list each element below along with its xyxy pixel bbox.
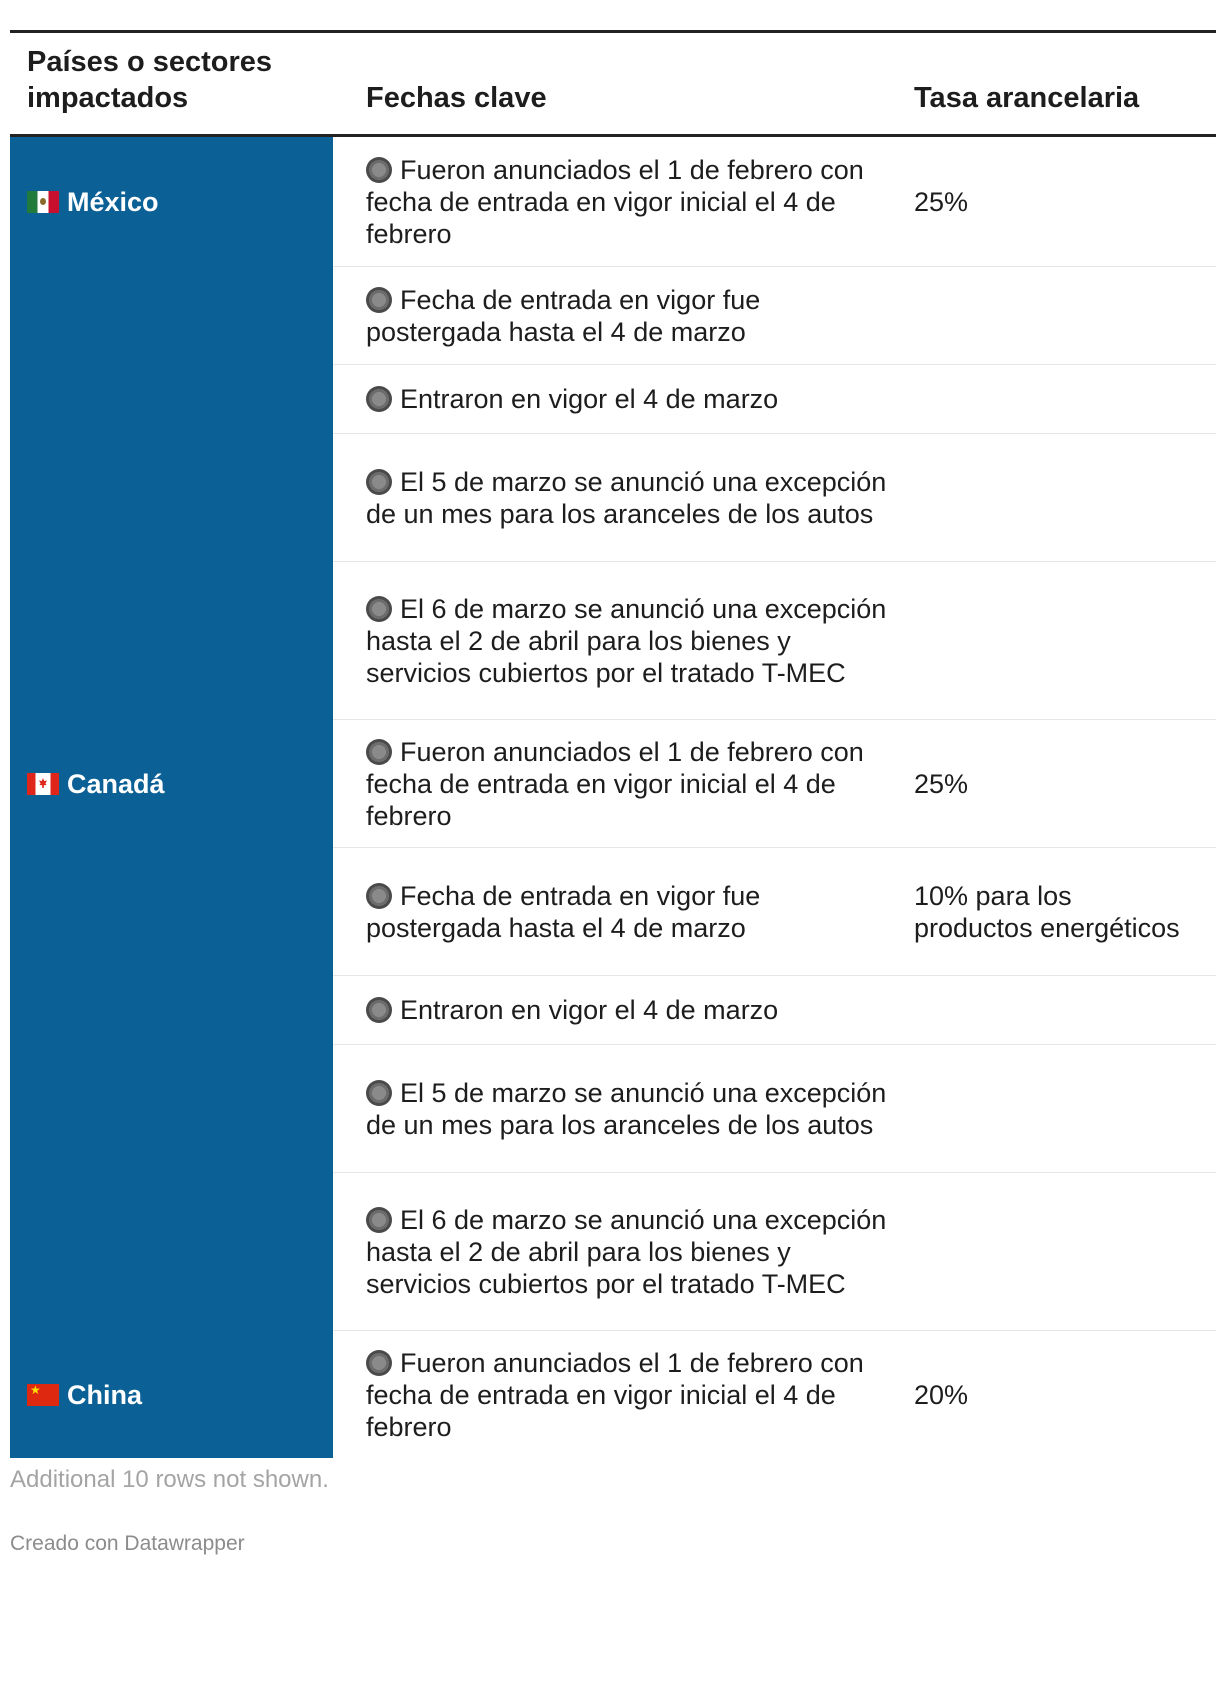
table-row — [10, 976, 1216, 1045]
event-description: El 5 de marzo se anunció una excepción de un mes para los aranceles de los autos — [366, 1077, 887, 1140]
gray-circle-bullet-icon — [366, 997, 392, 1023]
key-date-text — [366, 880, 894, 944]
key-date-text — [366, 736, 894, 832]
tariff-rate-cell — [914, 720, 1216, 848]
table-row — [10, 137, 1216, 267]
country-cell — [10, 267, 333, 365]
table-row — [10, 365, 1216, 434]
tariff-rate-value: 25% — [914, 186, 969, 217]
key-date-cell — [333, 267, 914, 365]
key-date-cell — [333, 848, 914, 976]
country-cell — [10, 720, 333, 848]
event-description: Entraron en vigor el 4 de marzo — [400, 995, 779, 1025]
event-description: Fecha de entrada en vigor fue postergada hasta el 4 de marzo — [366, 284, 761, 347]
table-body — [10, 137, 1216, 1458]
rows-not-shown-note: Additional 10 rows not shown. — [10, 1466, 329, 1493]
table-header — [10, 33, 1216, 137]
canada-flag-icon — [27, 773, 59, 795]
table-row — [10, 720, 1216, 848]
tariff-rate-value: 10% para los productos energéticos — [914, 880, 1180, 943]
gray-circle-bullet-icon — [366, 157, 392, 183]
country-name: México — [67, 187, 159, 217]
tariff-rate-cell — [914, 562, 1216, 720]
gray-circle-bullet-icon — [366, 1207, 392, 1233]
table-row — [10, 1045, 1216, 1173]
table-row — [10, 848, 1216, 976]
mexico-flag-icon — [27, 191, 59, 213]
header-key-dates: Fechas clave — [366, 82, 547, 114]
event-description: Fecha de entrada en vigor fue postergada hasta el 4 de marzo — [366, 880, 761, 943]
country-name: Canadá — [67, 769, 165, 799]
header-countries: Países o sectores impactados — [27, 46, 273, 114]
key-date-cell — [333, 562, 914, 720]
country-cell — [10, 562, 333, 720]
event-description: Fueron anunciados el 1 de febrero con fecha de entrada en vigor inicial el 4 de febrero — [366, 736, 864, 831]
table-row — [10, 267, 1216, 365]
key-date-cell — [333, 365, 914, 434]
event-description: Entraron en vigor el 4 de marzo — [400, 384, 779, 414]
tariff-rate-cell — [914, 848, 1216, 976]
gray-circle-bullet-icon — [366, 386, 392, 412]
table-row — [10, 434, 1216, 562]
country-cell — [10, 434, 333, 562]
country-cell — [10, 1045, 333, 1173]
tariff-rate-cell — [914, 434, 1216, 562]
country-name: China — [67, 1379, 143, 1410]
gray-circle-bullet-icon — [366, 287, 392, 313]
country-cell — [10, 137, 333, 267]
country-cell — [10, 1173, 333, 1331]
table-row — [10, 562, 1216, 720]
tariff-rate-cell — [914, 976, 1216, 1045]
tariff-rate-cell — [914, 137, 1216, 267]
key-date-cell — [333, 137, 914, 267]
key-date-cell — [333, 1331, 914, 1458]
gray-circle-bullet-icon — [366, 739, 392, 765]
key-date-text — [366, 1347, 894, 1443]
key-date-text — [366, 1204, 894, 1300]
tariff-rate-cell — [914, 365, 1216, 434]
tariff-rate-cell — [914, 267, 1216, 365]
key-date-text — [366, 994, 778, 1026]
tariff-rate-value: 25% — [914, 768, 969, 799]
key-date-cell — [333, 720, 914, 848]
gray-circle-bullet-icon — [366, 1350, 392, 1376]
gray-circle-bullet-icon — [366, 1080, 392, 1106]
key-date-text — [366, 383, 778, 415]
gray-circle-bullet-icon — [366, 883, 392, 909]
event-description: El 6 de marzo se anunció una excepción hasta el 2 de abril para los bienes y servicios cubiertos por el tratado T-MEC — [366, 593, 887, 688]
tariff-table — [10, 30, 1216, 1458]
country-cell — [10, 1331, 333, 1458]
country-cell — [10, 848, 333, 976]
country-cell — [10, 365, 333, 434]
table-row — [10, 1331, 1216, 1458]
key-date-text — [366, 1077, 894, 1141]
key-date-cell — [333, 434, 914, 562]
table-row — [10, 1173, 1216, 1331]
event-description: Fueron anunciados el 1 de febrero con fecha de entrada en vigor inicial el 4 de febrero — [366, 154, 864, 249]
datawrapper-credit: Creado con Datawrapper — [10, 1532, 245, 1555]
country-cell — [10, 976, 333, 1045]
key-date-text — [366, 284, 894, 348]
key-date-text — [366, 593, 894, 689]
tariff-rate-cell — [914, 1173, 1216, 1331]
gray-circle-bullet-icon — [366, 469, 392, 495]
header-tariff-rate: Tasa arancelaria — [914, 82, 1140, 114]
event-description: El 6 de marzo se anunció una excepción hasta el 2 de abril para los bienes y servicios cubiertos por el tratado T-MEC — [366, 1204, 887, 1299]
event-description: Fueron anunciados el 1 de febrero con fecha de entrada en vigor inicial el 4 de febrero — [366, 1347, 864, 1442]
key-date-cell — [333, 1173, 914, 1331]
china-flag-icon — [27, 1384, 59, 1406]
key-date-text — [366, 466, 894, 530]
gray-circle-bullet-icon — [366, 596, 392, 622]
key-date-text — [366, 154, 894, 250]
tariff-rate-cell — [914, 1045, 1216, 1173]
key-date-cell — [333, 976, 914, 1045]
tariff-rate-cell — [914, 1331, 1216, 1458]
key-date-cell — [333, 1045, 914, 1173]
tariff-rate-value: 20% — [914, 1379, 969, 1410]
event-description: El 5 de marzo se anunció una excepción de un mes para los aranceles de los autos — [366, 466, 887, 529]
